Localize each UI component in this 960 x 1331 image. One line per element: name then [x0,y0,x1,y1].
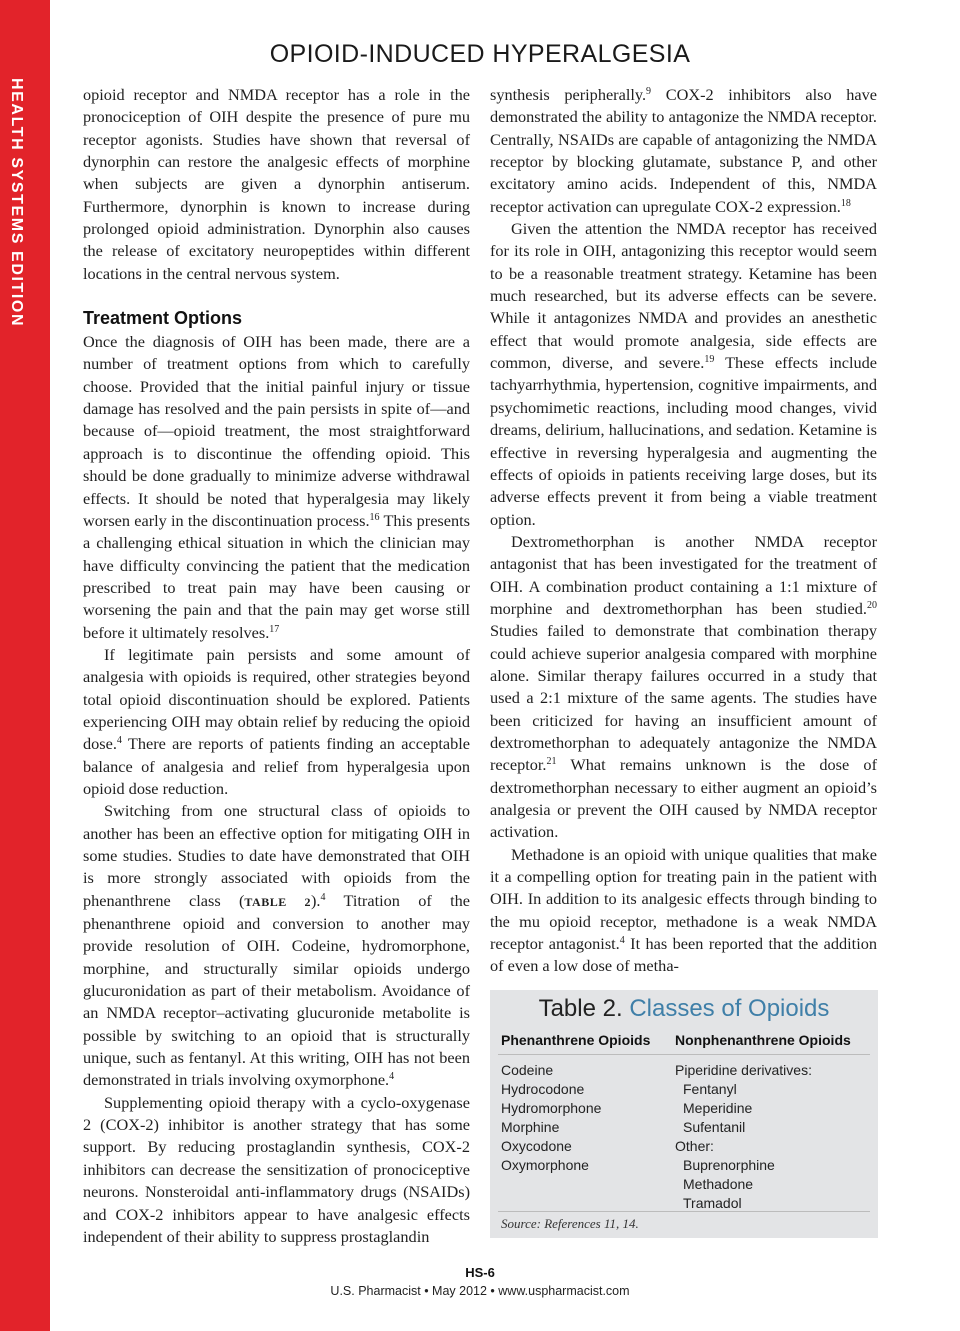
list-item: Tramadol [683,1195,742,1211]
reference-marker: 4 [389,1071,395,1083]
sidebar-band [0,0,50,1331]
group-label: Other: [675,1138,714,1154]
paragraph: opioid receptor and NMDA receptor has a role in the pronociception of OIH despite the presence of pure mu receptor agonists. Studies have shown that reversal of dynorphin can restore the analgesic effects of morphine when subjects are given a dynorphin antiserum. Furthermore, dynorphin is known to increase during prolonged opioid administration. Dynorphin also causes the release of excitatory neuropeptides within different locations in the central nervous system. [83,85,470,283]
reference-marker: 20 [867,599,877,611]
left-column [83,84,470,1248]
list-item: Codeine [501,1062,554,1078]
list-item: Fentanyl [683,1081,737,1097]
table-divider [498,1211,870,1212]
paragraph: Methadone is an opioid with unique qualities that make it a compelling option for treating pain in the patient with OIH. In addition to its analgesic effects through binding to the mu opioid receptor, methadone is a weak NMDA receptor antagonist.$^4$ It has been reported that the addition of even a low dose of metha- [490,844,878,976]
edition-label: HEALTH SYSTEMS EDITION [8,78,25,328]
paragraph: Once the diagnosis of OIH has been made, there are a number of treatment options from which to carefully choose. Provided that the initial painful injury or tissue damage has resolved and the pain persists in spite of—and because of—opioid treatment, the most straightforward approach is to discontinue the offending opioid. This should be done gradually to minimize adverse withdrawal effects. It should be noted that hyperalgesia may likely worsen early in the discontinuation process.$^{16}$ This presents a challenging ethical situation in which the clinician may have difficulty convincing the patient that the medication prescribed to treat pain may have been causing or worsening the pain and that the pain may get worse still before it ultimately resolves.$^{17}$ [83,332,470,642]
reference-marker: 9 [646,86,652,97]
table-title-name: Classes of Opioids [629,995,830,1022]
list-item: Oxycodone [501,1138,572,1154]
reference-marker: 19 [704,354,715,366]
reference-marker: 17 [269,623,280,635]
paragraph: Given the attention the NMDA receptor has received for its role in OIH, antagonizing this receptor would seem to be a reasonable treatment strategy. Ketamine has been much researched, but its adverse effects can be severe. While it antagonizes NMDA and provides an anesthetic effect that would promote analgesia, side effects are common, diverse, and severe.$^{19}$ These effects include tachyarrhythmia, hypertension, cognitive impairments, and psychomimetic reactions, including mood changes, vivid dreams, delirium, hallucinations, and sedation. Ketamine is effective in reversing hyperalgesia and augmenting the effects of opioids in patients receiving large doses, but its adverse effects prevent it from being a viable treatment option. [490,219,877,529]
group-label: Piperidine derivatives: [675,1062,812,1078]
paragraph: Supplementing opioid therapy with a cyclo-oxygenase 2 (COX-2) inhibitor is another strategy that has some support. By reducing prostaglandin synthesis, COX-2 inhibitors can decrease the sensitization of pronociceptive neurons. Nonsteroidal anti-inflammatory drugs (NSAIDs) and COX-2 inhibitors appear to have analgesic effects independent of their ability to suppress prostaglandin [83,1092,470,1246]
reference-marker: 4 [619,935,625,947]
page-number: HS-6 [465,1265,495,1280]
reference-marker: 4 [320,891,326,903]
list-item: Hydrocodone [501,1081,585,1097]
reference-marker: 16 [369,511,380,523]
list-item: Meperidine [683,1100,753,1116]
page-title: OPIOID-INDUCED HYPERALGESIA [269,40,691,68]
nonphenanthrene-list [675,1061,812,1213]
table-reference: TABLE 2 [244,894,311,909]
table-divider [498,1054,870,1055]
section-heading: Treatment Options [83,308,243,329]
list-item: Morphine [501,1119,560,1135]
publication-footer: U.S. Pharmacist • May 2012 • www.uspharmacist.com [330,1284,630,1298]
right-column [490,84,877,978]
reference-marker: 21 [546,756,557,768]
list-item: Buprenorphine [683,1157,775,1173]
reference-marker: 4 [116,735,122,747]
paragraph: Switching from one structural class of opioids to another has been an effective option for mitigating OIH in some studies. Studies to date have demonstrated that OIH is more strongly associated with opioids from the phenanthrene class (TABLE 2).$^4$ Titration of the phenanthrene opioid and conversion to another may provide resolution of OIH. Codeine, hydromorphone, morphine, and structurally similar opioids undergo glucuronidation as part of their metabolism. Avoidance of an NMDA receptor–activating glucuronide metabolite is possible by switching to an opioid that is structurally unique, such as fentanyl. At this writing, OIH has not been demonstrated in trials involving oxymorphone.$^4$ [83,801,470,1090]
phenanthrene-list [501,1061,601,1175]
opioid-classes-table [490,990,878,1238]
table-title: Table 2. Classes of Opioids [538,995,830,1022]
paragraph: If legitimate pain persists and some amount of analgesia with opioids is required, other strategies beyond total opioid discontinuation should be explored. Patients experiencing OIH may obtain relief by reducing the opioid dose.$^4$ There are reports of patients finding an acceptable balance of analgesia and relief from hyperalgesia upon opioid dose reduction. [83,644,470,798]
reference-marker: 18 [840,197,851,209]
list-item: Oxymorphone [501,1157,589,1173]
paragraph: Dextromethorphan is another NMDA receptor antagonist that has been investigated for the treatment of OIH. A combination product containing a 1:1 mixture of morphine and dextromethorphan has been studied.$^{20}$ Studies failed to demonstrate that combination therapy could achieve superior analgesia compared with morphine alone. Similar therapy failures occurred in a study that used a 2:1 mixture of the same agents. The studies have been criticized for having an insufficient amount of dextromethorphan to adequately antagonize the NMDA receptor.$^{21}$ What remains unknown is the dose of dextromethorphan necessary to either augment an opioid’s analgesia or prevent the OIH caused by NMDA receptor activation. [490,531,877,842]
list-item: Sufentanil [683,1119,746,1135]
column-header-nonphenanthrene: Nonphenanthrene Opioids [675,1032,851,1048]
table-source-note: Source: References 11, 14. [501,1216,639,1231]
column-header-phenanthrene: Phenanthrene Opioids [501,1032,651,1048]
list-item: Methadone [683,1176,754,1192]
list-item: Hydromorphone [501,1100,602,1116]
paragraph: synthesis peripherally.$^9$ COX-2 inhibitors also have demonstrated the ability to antagonize the NMDA receptor. Centrally, NSAIDs are capable of antagonizing the NMDA receptor by blocking glutamate, substance P, and other excitatory amino acids. Independent of this, NMDA receptor activation can upregulate COX-2 expression.$^{18}$ [490,85,878,216]
